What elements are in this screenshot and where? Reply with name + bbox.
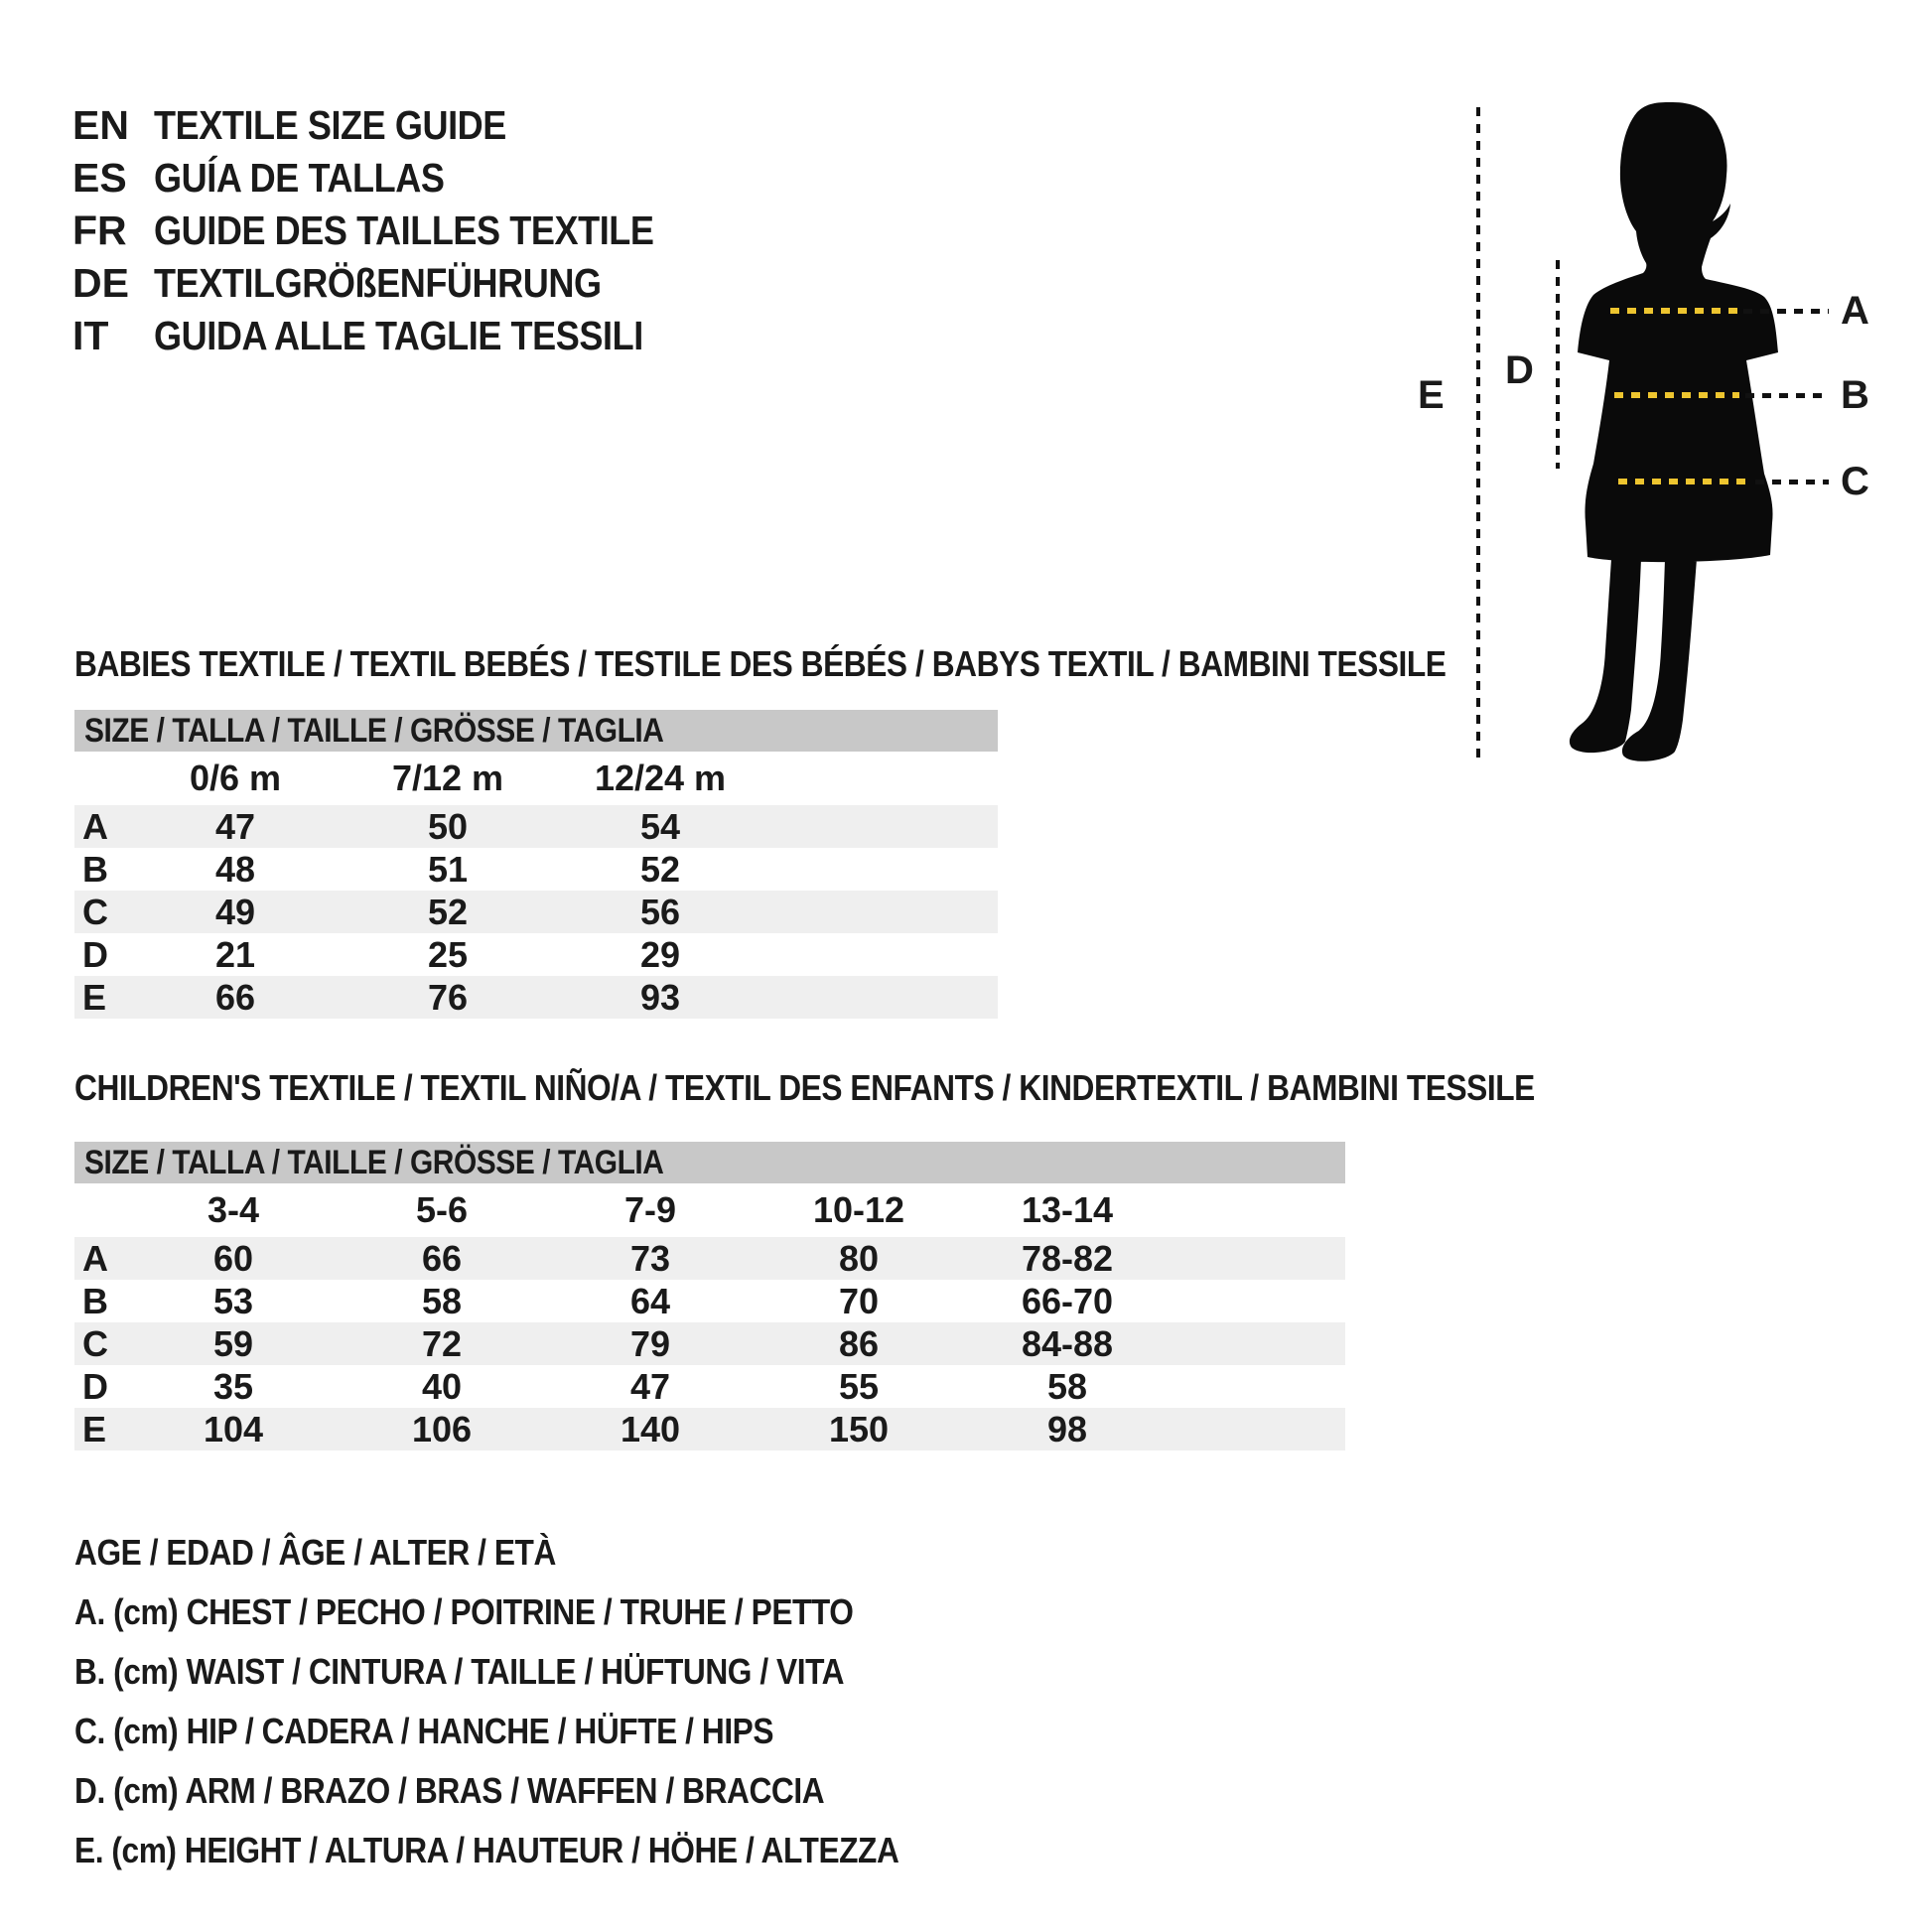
- children-section-title: CHILDREN'S TEXTILE / TEXTIL NIÑO/A / TEXTIL DES ENFANTS / KINDERTEXTIL / BAMBINI TESSILE: [74, 1067, 1535, 1108]
- legend-arm-text: D. (cm) ARM / BRAZO / BRAS / WAFFEN / BRACCIA: [74, 1770, 825, 1811]
- cell: 104: [203, 1408, 264, 1449]
- cell: 98: [1046, 1408, 1088, 1449]
- cell: 93: [639, 976, 681, 1018]
- measure-label-a: A: [1841, 289, 1869, 333]
- column-header: 12/24 m: [594, 758, 727, 798]
- height-measure-line-e: [1476, 107, 1480, 762]
- cell: 140: [620, 1408, 681, 1449]
- column-header: 10-12: [812, 1189, 905, 1230]
- cell: 52: [639, 848, 681, 890]
- size-header-label: SIZE / TALLA / TAILLE / GRÖSSE / TAGLIA: [84, 711, 664, 750]
- cell: 76: [427, 976, 469, 1018]
- row-label: C: [82, 891, 108, 932]
- language-row-en: [72, 99, 722, 152]
- language-code: EN: [72, 102, 129, 148]
- measure-label-e: E: [1418, 373, 1445, 417]
- table-row-b: [74, 1280, 1345, 1322]
- row-label: D: [82, 1365, 108, 1407]
- cell: 21: [214, 933, 256, 975]
- guide-title-es: GUÍA DE TALLAS: [154, 155, 445, 201]
- cell: 51: [427, 848, 469, 890]
- hip-measure-line-c: [1755, 480, 1829, 484]
- language-row-it: [72, 310, 722, 362]
- cell: 50: [427, 805, 469, 847]
- row-label: D: [82, 933, 108, 975]
- language-code: DE: [72, 260, 129, 306]
- legend-chest-text: A. (cm) CHEST / PECHO / POITRINE / TRUHE / PETTO: [74, 1591, 854, 1632]
- cell: 78-82: [1021, 1237, 1114, 1279]
- table-row-e: [74, 1408, 1345, 1450]
- language-row-de: [72, 257, 722, 310]
- cell: 66-70: [1021, 1280, 1114, 1321]
- cell: 58: [1046, 1365, 1088, 1407]
- size-header-label: SIZE / TALLA / TAILLE / GRÖSSE / TAGLIA: [84, 1143, 664, 1181]
- measure-label-b: B: [1841, 373, 1869, 417]
- legend-waist: [74, 1642, 1012, 1702]
- cell: 29: [639, 933, 681, 975]
- cell: 66: [214, 976, 256, 1018]
- cell: 60: [212, 1237, 254, 1279]
- measure-label-c: C: [1841, 460, 1869, 503]
- cell: 47: [214, 805, 256, 847]
- arm-measure-line-d: [1556, 260, 1560, 469]
- legend-hip-text: C. (cm) HIP / CADERA / HANCHE / HÜFTE / HIPS: [74, 1711, 774, 1751]
- chest-measure-line-a-yellow: [1610, 308, 1737, 314]
- cell: 72: [421, 1322, 463, 1364]
- row-label: B: [82, 1280, 108, 1321]
- children-size-table: [74, 1142, 1345, 1450]
- legend-waist-text: B. (cm) WAIST / CINTURA / TAILLE / HÜFTUNG / VITA: [74, 1651, 845, 1692]
- cell: 56: [639, 891, 681, 932]
- cell: 52: [427, 891, 469, 932]
- legend-hip: [74, 1702, 1012, 1761]
- cell: 106: [411, 1408, 473, 1449]
- cell: 84-88: [1021, 1322, 1114, 1364]
- row-label: E: [82, 976, 107, 1018]
- cell: 53: [212, 1280, 254, 1321]
- row-label: B: [82, 848, 108, 890]
- guide-title-en: TEXTILE SIZE GUIDE: [154, 102, 506, 148]
- column-header: 13-14: [1021, 1189, 1114, 1230]
- legend-age-text: AGE / EDAD / ÂGE / ALTER / ETÀ: [74, 1532, 556, 1573]
- row-label: C: [82, 1322, 108, 1364]
- cell: 66: [421, 1237, 463, 1279]
- language-row-es: [72, 152, 722, 205]
- table-row-d: [74, 1365, 1345, 1408]
- table-row-c: [74, 1322, 1345, 1365]
- cell: 150: [828, 1408, 890, 1449]
- cell: 70: [838, 1280, 880, 1321]
- language-code: ES: [72, 155, 127, 201]
- babies-column-header-row: [74, 752, 998, 805]
- waist-measure-line-b-yellow: [1614, 392, 1739, 398]
- column-header: 7/12 m: [391, 758, 504, 798]
- table-row-b: [74, 848, 998, 891]
- cell: 49: [214, 891, 256, 932]
- table-row-d: [74, 933, 998, 976]
- measure-label-d: D: [1505, 348, 1534, 392]
- legend-chest: [74, 1583, 1012, 1642]
- row-label: A: [82, 805, 108, 847]
- chest-measure-line-a: [1743, 309, 1829, 314]
- child-silhouette-path: [1570, 102, 1778, 761]
- column-header: 7-9: [623, 1189, 677, 1230]
- cell: 48: [214, 848, 256, 890]
- cell: 59: [212, 1322, 254, 1364]
- language-code: IT: [72, 313, 109, 358]
- legend-arm: [74, 1761, 1012, 1821]
- measurement-legend: [74, 1523, 1012, 1880]
- legend-height: [74, 1821, 1012, 1880]
- row-label: A: [82, 1237, 108, 1279]
- column-header: 5-6: [415, 1189, 469, 1230]
- cell: 64: [629, 1280, 671, 1321]
- language-code: FR: [72, 207, 127, 253]
- cell: 58: [421, 1280, 463, 1321]
- cell: 54: [639, 805, 681, 847]
- cell: 47: [629, 1365, 671, 1407]
- table-row-c: [74, 891, 998, 933]
- row-label: E: [82, 1408, 107, 1449]
- cell: 86: [838, 1322, 880, 1364]
- child-silhouette-icon: [1524, 94, 1822, 779]
- guide-title-it: GUIDA ALLE TAGLIE TESSILI: [154, 313, 643, 358]
- cell: 35: [212, 1365, 254, 1407]
- children-table-header-bar: [74, 1142, 1345, 1183]
- cell: 40: [421, 1365, 463, 1407]
- column-header: 3-4: [207, 1189, 260, 1230]
- babies-section-title: BABIES TEXTILE / TEXTIL BEBÉS / TESTILE DES BÉBÉS / BABYS TEXTIL / BAMBINI TESSILE: [74, 643, 1447, 684]
- guide-title-de: TEXTILGRÖßENFÜHRUNG: [154, 260, 602, 306]
- children-column-header-row: [74, 1183, 1345, 1237]
- legend-height-text: E. (cm) HEIGHT / ALTURA / HAUTEUR / HÖHE / ALTEZZA: [74, 1830, 899, 1870]
- table-row-e: [74, 976, 998, 1019]
- cell: 79: [629, 1322, 671, 1364]
- babies-table-header-bar: [74, 710, 998, 752]
- legend-age: [74, 1523, 1012, 1583]
- babies-size-table: [74, 710, 998, 1019]
- cell: 55: [838, 1365, 880, 1407]
- language-row-fr: [72, 205, 722, 257]
- cell: 25: [427, 933, 469, 975]
- waist-measure-line-b: [1745, 393, 1829, 398]
- column-header: 0/6 m: [189, 758, 282, 798]
- cell: 80: [838, 1237, 880, 1279]
- hip-measure-line-c-yellow: [1618, 479, 1749, 484]
- table-row-a: [74, 1237, 1345, 1280]
- language-title-list: [72, 99, 722, 362]
- table-row-a: [74, 805, 998, 848]
- guide-title-fr: GUIDE DES TAILLES TEXTILE: [154, 207, 654, 253]
- cell: 73: [629, 1237, 671, 1279]
